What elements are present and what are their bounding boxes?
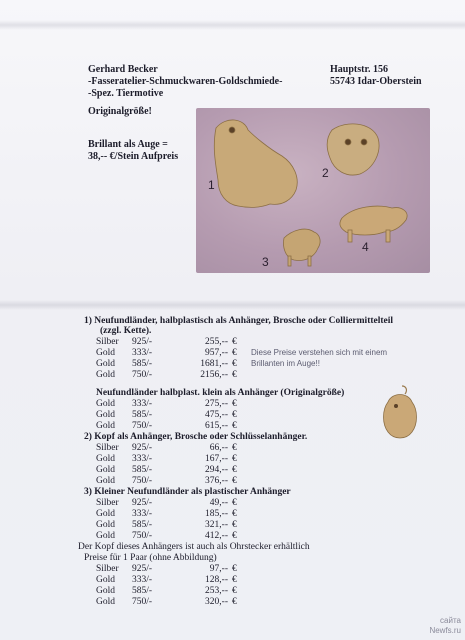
brillant-line: Brillant als Auge = <box>88 139 168 150</box>
city: 55743 Idar-Oberstein <box>330 76 422 87</box>
earring-subtitle: Preise für 1 Paar (ohne Abbildung) <box>84 553 217 563</box>
section-1-subtitle: (zzgl. Kette). <box>100 326 152 336</box>
company-name: Gerhard Becker <box>88 64 158 75</box>
figure-3-small-dog <box>283 229 320 266</box>
section-1b-title: Neufundländer halbplast. klein als Anhänger (Originalgröße) <box>96 388 345 398</box>
company-address <box>88 64 282 100</box>
product-photo <box>196 108 430 273</box>
scan-shadow <box>0 20 465 30</box>
brillant-line: 38,-- €/Stein Aufpreis <box>88 151 179 162</box>
small-pendant-photo <box>376 384 424 444</box>
section-1-title: 1) Neufundländer, halbplastisch als Anhänger, Brosche oder Colliermittelteil <box>84 316 394 326</box>
small-pendant-figure <box>376 384 424 444</box>
original-size-label: Originalgröße! <box>88 106 152 117</box>
brillant-surcharge <box>88 139 178 163</box>
product-photo-figures <box>196 108 430 273</box>
site-watermark: сайта Newfs.ru <box>429 616 461 635</box>
company-line: -Spez. Tiermotive <box>88 88 164 99</box>
figure-number: 2 <box>322 166 329 180</box>
company-line: -Fasseratelier-Schmuckwaren-Goldschmiede- <box>88 76 283 87</box>
earring-title: Der Kopf dieses Anhängers ist auch als Ohrstecker erhältlich <box>78 542 310 552</box>
figure-2-head <box>327 124 379 175</box>
brillant-note: Diese Preise verstehen sich mit einem Brillanten im Auge!! <box>251 348 388 368</box>
street-address <box>330 64 422 88</box>
street: Hauptstr. 156 <box>330 64 388 75</box>
section-3-title: 3) Kleiner Neufundländer als plastischer Anhänger <box>84 487 291 497</box>
section-2-title: 2) Kopf als Anhänger, Brosche oder Schlüsselanhänger. <box>84 432 308 442</box>
figure-number: 4 <box>362 240 369 254</box>
figure-number: 1 <box>208 178 215 192</box>
figure-4-standing-dog <box>340 206 407 242</box>
scan-shadow <box>0 300 465 310</box>
figure-1-large-dog <box>214 120 297 207</box>
figure-number: 3 <box>262 255 269 269</box>
